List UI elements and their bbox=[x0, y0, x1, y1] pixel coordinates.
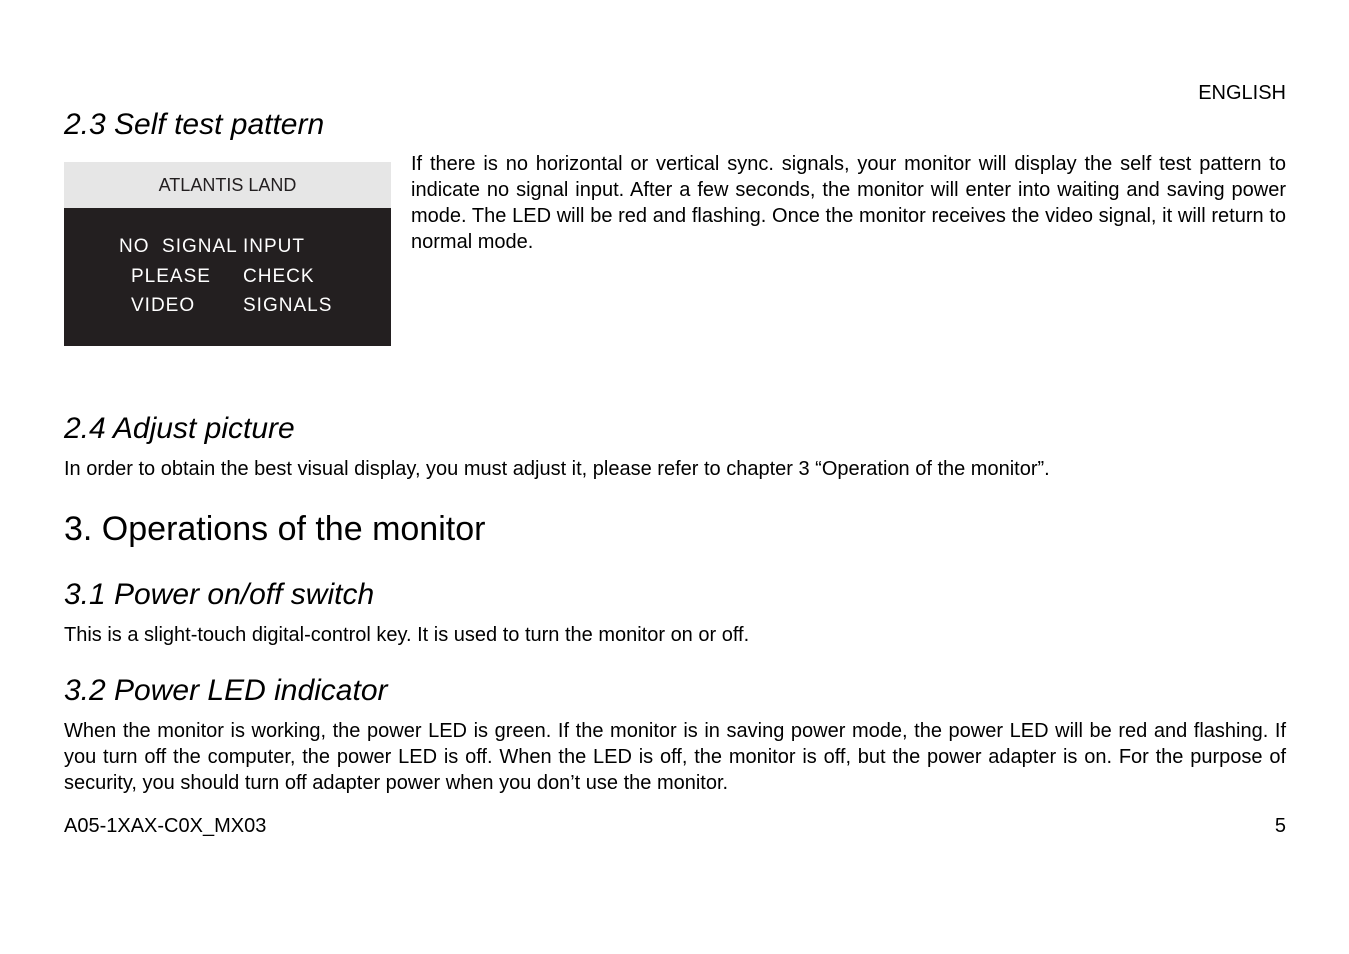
section-2-3-heading: 2.3 Self test pattern bbox=[64, 108, 325, 141]
section-3-2-heading: 3.2 Power LED indicator bbox=[64, 674, 388, 707]
pattern-text: NO SIGNAL bbox=[119, 236, 238, 257]
section-3-2-paragraph: When the monitor is working, the power LED is green. If the monitor is in saving power mode, the power LED will be red and flashing. If you turn off the computer, the power LED is off. When the LED is off, the monitor is off, but the power adapter is on. For the purpose of security, you should turn off adapter power when you don’t use the monitor. bbox=[64, 720, 1286, 794]
pattern-brand-bar: ATLANTIS LAND bbox=[64, 162, 391, 208]
section-2-3-paragraph: If there is no horizontal or vertical sync. signals, your monitor will display the self test pattern to indicate no signal input. After a few seconds, the monitor will enter into waiting and saving power mode. The LED will be red and flashing. Once the monitor receives the video signal, it will return to normal mode. bbox=[411, 153, 1286, 253]
pattern-message bbox=[119, 232, 332, 321]
language-label: ENGLISH bbox=[1198, 82, 1286, 104]
pattern-text: CHECK bbox=[243, 265, 315, 287]
pattern-text: INPUT bbox=[243, 236, 305, 257]
pattern-row bbox=[119, 262, 332, 292]
pattern-text: SIGNALS bbox=[243, 295, 333, 316]
pattern-row bbox=[119, 291, 332, 321]
pattern-row bbox=[119, 232, 332, 262]
section-3-1-paragraph: This is a slight-touch digital-control key. It is used to turn the monitor on or off. bbox=[64, 624, 750, 646]
document-code: A05-1XAX-C0X_MX03 bbox=[64, 815, 267, 837]
section-3-1-heading: 3.1 Power on/off switch bbox=[64, 578, 375, 611]
pattern-text: VIDEO bbox=[131, 295, 196, 316]
chapter-3-heading: 3. Operations of the monitor bbox=[64, 510, 486, 548]
self-test-pattern-image bbox=[64, 162, 391, 346]
section-2-4-paragraph: In order to obtain the best visual display, you must adjust it, please refer to chapter 3 “Operation of the monitor”. bbox=[64, 458, 1050, 480]
section-2-4-heading: 2.4 Adjust picture bbox=[64, 412, 295, 445]
page-number: 5 bbox=[1274, 815, 1286, 837]
pattern-text: PLEASE bbox=[131, 265, 211, 287]
